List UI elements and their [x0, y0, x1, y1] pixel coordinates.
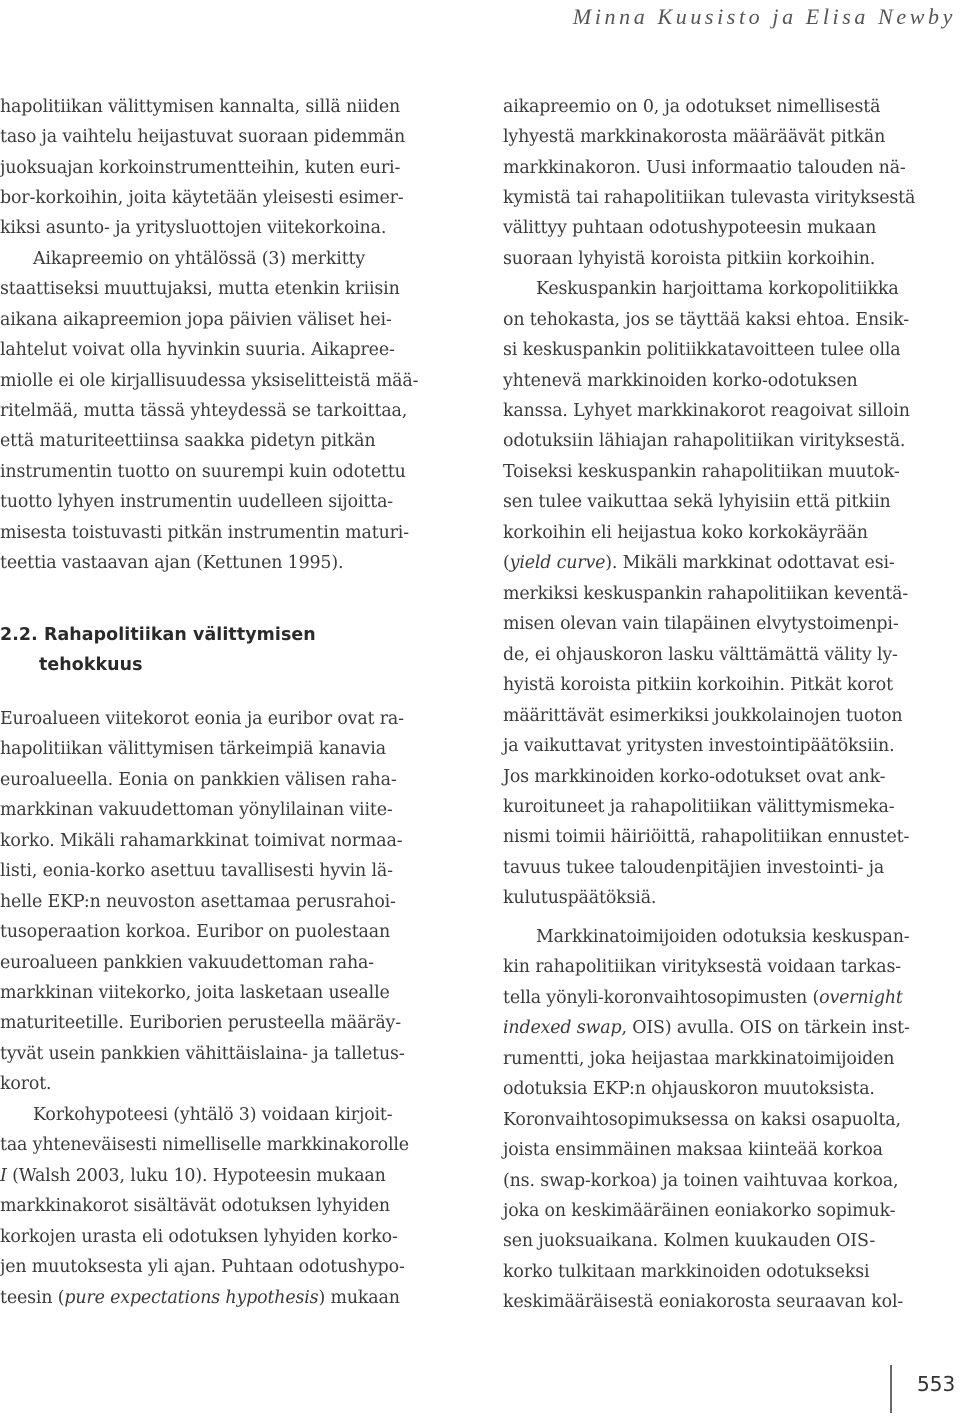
text-line: lyhyestä markkinakorosta määräävät pitkän — [503, 127, 886, 147]
section-heading-continued: tehokkuus — [39, 655, 143, 675]
text-line — [0, 1287, 400, 1309]
text-line: Euroalueen viitekorot eonia ja euribor ovat ra- — [0, 709, 404, 729]
text-run: ). Mikäli markkinat odottavat esi- — [605, 553, 895, 573]
text-line: markkinan vakuudettoman yönylilainan viite- — [0, 800, 393, 820]
text-line: markkinan viitekorko, joita lasketaan usealle — [0, 983, 390, 1003]
section-heading-number: 2.2. — [0, 625, 38, 645]
italic-text: indexed swap — [503, 1018, 622, 1038]
text-line: korko. Mikäli rahamarkkinat toimivat normaa- — [0, 831, 403, 851]
text-line: Koronvaihtosopimuksessa on kaksi osapuolta, — [503, 1110, 901, 1130]
text-line: de, ei ohjauskoron lasku välttämättä välity ly- — [503, 645, 898, 665]
text-line: helle EKP:n neuvoston asettamaa perusrahoi- — [0, 892, 396, 912]
text-line: listi, eonia-korko asettuu tavallisesti hyvin lä- — [0, 861, 393, 881]
text-line: korko tulkitaan markkinoiden odotukseksi — [503, 1262, 870, 1282]
text-line: sen tulee vaikuttaa sekä lyhyisiin että pitkiin — [503, 492, 891, 512]
text-line: misesta toistuvasti pitkän instrumentin maturi- — [0, 523, 409, 543]
text-line: korkojen urasta eli odotuksen lyhyiden korko- — [0, 1227, 398, 1247]
text-line: nismi toimii häiriöittä, rahapolitiikan ennustet- — [503, 827, 910, 847]
text-line: euroalueella. Eonia on pankkien välisen raha- — [0, 770, 397, 790]
text-line: maturiteetille. Euriborien perusteella määräy- — [0, 1013, 401, 1033]
text-line: Jos markkinoiden korko-odotukset ovat ank- — [503, 767, 886, 787]
text-run: , OIS) avulla. OIS on tärkein inst- — [621, 1018, 910, 1038]
text-run: tella yönyli-koronvaihtosopimusten ( — [503, 988, 820, 1008]
text-line: korkoihin eli heijastua koko korkokäyrään — [503, 523, 868, 543]
text-line: tusoperaation korkoa. Euribor on puolestaan — [0, 922, 391, 942]
text-line: kymistä tai rahapolitiikan tulevasta virityksestä — [503, 188, 916, 208]
text-line: on tehokasta, jos se täyttää kaksi ehtoa. Ensik- — [503, 310, 909, 330]
text-line: kin rahapolitiikan virityksestä voidaan tarkas- — [503, 957, 901, 977]
text-line — [503, 1017, 910, 1039]
text-line: ritelmää, mutta tässä yhteydessä se tarkoittaa, — [0, 401, 408, 421]
text-line: määrittävät esimerkiksi joukkolainojen tuoton — [503, 706, 903, 726]
section-heading — [0, 624, 316, 646]
text-line: misen olevan vain tilapäinen elvytystoimenpi- — [503, 614, 899, 634]
text-line: joka on keskimääräinen eoniakorko sopimuk- — [503, 1201, 896, 1221]
text-line — [503, 552, 895, 574]
text-line: kanssa. Lyhyet markkinakorot reagoivat silloin — [503, 401, 910, 421]
text-line: joista ensimmäinen maksaa kiinteää korkoa — [503, 1140, 883, 1160]
text-line: tyvät usein pankkien vähittäislaina- ja talletus- — [0, 1044, 405, 1064]
text-line: (ns. swap-korkoa) ja toinen vaihtuvaa korkoa, — [503, 1171, 899, 1191]
section-heading-title: Rahapolitiikan välittymisen — [43, 625, 316, 645]
italic-text: yield curve — [509, 553, 606, 573]
text-line: merkiksi keskuspankin rahapolitiikan keventä- — [503, 584, 909, 604]
text-line: Korkohypoteesi (yhtälö 3) voidaan kirjoit- — [33, 1105, 393, 1125]
text-line: kiksi asunto- ja yritysluottojen viitekorkoina. — [0, 218, 387, 238]
text-line: jen muutoksesta yli ajan. Puhtaan odotushypo- — [0, 1257, 405, 1277]
text-line: miolle ei ole kirjallisuudessa yksiselitteistä mää- — [0, 371, 419, 391]
text-line: hapolitiikan välittymisen tärkeimpiä kanavia — [0, 739, 386, 759]
italic-text: overnight — [819, 988, 903, 1008]
text-run: (Walsh 2003, luku 10). Hypoteesin mukaan — [6, 1166, 386, 1186]
text-line: Toiseksi keskuspankin rahapolitiikan muutok- — [503, 462, 900, 482]
italic-text: I — [0, 1166, 7, 1186]
text-line: bor-korkoihin, joita käytetään yleisesti esimer- — [0, 188, 404, 208]
text-line: tuotto lyhyen instrumentin uudelleen sijoitta- — [0, 492, 394, 512]
text-line: si keskuspankin politiikkatavoitteen tulee olla — [503, 340, 901, 360]
text-line: hyistä koroista pitkiin korkoihin. Pitkät korot — [503, 675, 893, 695]
text-line: suoraan lyhyistä koroista pitkiin korkoihin. — [503, 249, 876, 269]
text-line: instrumentin tuotto on suurempi kuin odotettu — [0, 462, 406, 482]
text-line: odotuksia EKP:n ohjauskoron muutoksista. — [503, 1079, 875, 1099]
italic-text: pure expectations hypothesis — [64, 1288, 319, 1308]
text-line: teettia vastaavan ajan (Kettunen 1995). — [0, 553, 344, 573]
text-line: kulutuspäätöksiä. — [503, 888, 657, 908]
text-line: markkinakoron. Uusi informaatio talouden nä- — [503, 158, 906, 178]
text-line: taso ja vaihtelu heijastuvat suoraan pidemmän — [0, 127, 406, 147]
text-line: Aikapreemio on yhtälössä (3) merkitty — [33, 249, 366, 269]
text-line: euroalueen pankkien vakuudettoman raha- — [0, 953, 374, 973]
text-run: ( — [503, 553, 510, 573]
text-run: teesin ( — [0, 1288, 65, 1308]
page-number: 553 — [917, 1372, 956, 1396]
text-line: sen juoksuaikana. Kolmen kuukauden OIS- — [503, 1231, 876, 1251]
text-line: tavuus tukee taloudenpitäjien investointi- ja — [503, 858, 885, 878]
text-line: staattiseksi muuttujaksi, mutta etenkin kriisin — [0, 279, 400, 299]
text-line: korot. — [0, 1074, 52, 1094]
text-line: odotuksiin lähiajan rahapolitiikan virityksestä. — [503, 431, 906, 451]
page-number-rule — [890, 1365, 892, 1413]
text-line: keskimääräisestä eoniakorosta seuraavan kol- — [503, 1292, 904, 1312]
text-line: kuroituneet ja rahapolitiikan välittymismeka- — [503, 797, 895, 817]
text-line: juoksuajan korkoinstrumentteihin, kuten euri- — [0, 158, 401, 178]
text-line: Keskuspankin harjoittama korkopolitiikka — [536, 279, 899, 299]
text-line — [503, 987, 903, 1009]
text-line: yhtenevä markkinoiden korko-odotuksen — [503, 371, 858, 391]
text-run: ) mukaan — [318, 1288, 400, 1308]
text-line: ja vaikuttavat yritysten investointipäätöksiin. — [503, 736, 895, 756]
text-line: taa yhteneväisesti nimelliselle markkinakorolle — [0, 1135, 409, 1155]
text-line: Markkinatoimijoiden odotuksia keskuspan- — [536, 927, 910, 947]
text-line: markkinakorot sisältävät odotuksen lyhyiden — [0, 1196, 390, 1216]
text-line: aikana aikapreemion jopa päivien väliset hei- — [0, 310, 392, 330]
text-line: välittyy puhtaan odotushypoteesin mukaan — [503, 218, 877, 238]
text-line — [0, 1165, 386, 1187]
text-line: aikapreemio on 0, ja odotukset nimellisestä — [503, 97, 881, 117]
text-line: rumentti, joka heijastaa markkinatoimijoiden — [503, 1049, 895, 1069]
text-line: lahtelut voivat olla hyvinkin suuria. Aikapree- — [0, 340, 395, 360]
text-line: hapolitiikan välittymisen kannalta, sillä niiden — [0, 97, 401, 117]
text-line: että maturiteettiinsa saakka pidetyn pitkän — [0, 431, 376, 451]
running-head: Minna Kuusisto ja Elisa Newby — [572, 4, 956, 29]
